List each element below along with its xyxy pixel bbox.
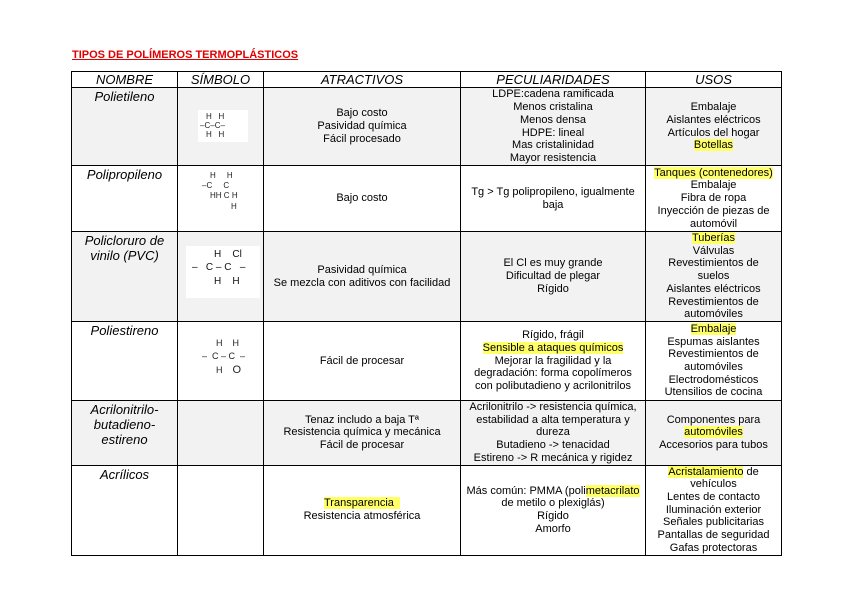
text-line: Embalaje — [690, 101, 737, 114]
text-line: Pasividad química — [317, 263, 407, 276]
text-line: Mejorar la fragilidad y la — [494, 354, 612, 367]
table-row — [72, 322, 782, 401]
text-line: Iluminación exterior — [665, 503, 762, 516]
peculiaridades-cell — [461, 232, 646, 322]
header-atractivos: ATRACTIVOS — [264, 72, 461, 88]
peculiaridades-cell — [461, 322, 646, 401]
row-name — [72, 401, 178, 466]
atractivos-cell — [264, 166, 461, 232]
text-line: Estireno -> R mecánica y rigidez — [473, 451, 633, 464]
text-line: Revestimientos de — [668, 348, 759, 361]
text-line: Pasividad química — [317, 120, 407, 133]
name-line: estireno — [101, 432, 148, 447]
header-nombre: NOMBRE — [72, 72, 178, 88]
name-line: butadieno- — [93, 417, 156, 432]
text-line: suelos — [697, 270, 730, 283]
usos-cell — [646, 322, 782, 401]
text-line: Fácil de procesar — [319, 439, 405, 452]
text-line: Mas cristalinidad — [512, 139, 594, 152]
text-line: Menos cristalina — [513, 101, 593, 114]
text-line: con polibutadieno y acrilonitrilos — [475, 380, 631, 393]
name-line: vinilo (PVC) — [90, 248, 159, 263]
text-line: Bajo costo — [336, 107, 388, 120]
header-usos: USOS — [646, 72, 782, 88]
symbol-cell — [178, 465, 264, 555]
text-line: Mayor resistencia — [509, 151, 597, 164]
text-line: Tenaz includo a baja Tª — [305, 413, 419, 426]
text-line: Tg > Tg polipropileno, igualmente — [471, 185, 635, 198]
text-line: Amorfo — [535, 522, 571, 535]
polymers-table — [71, 71, 782, 556]
symbol-cell: H H –C C HH C H H — [178, 166, 264, 232]
text-line: Señales publicitarias — [663, 516, 764, 529]
text-line: vehículos — [690, 478, 737, 491]
usos-cell — [646, 465, 782, 555]
text-line: Fácil procesado — [323, 132, 401, 145]
name-line: Policloruro de — [84, 233, 165, 248]
text-line: dureza — [536, 426, 570, 439]
text-line: automóviles — [684, 361, 743, 373]
table-row — [72, 465, 782, 555]
highlighted-text: Tuberías — [691, 232, 735, 245]
text-line: Pantallas de seguridad — [657, 529, 770, 542]
text-line: Acrilonitrilo -> resistencia química, — [469, 401, 637, 413]
text-line: baja — [542, 198, 564, 211]
text-line: Electrodomésticos — [668, 373, 759, 386]
text-line: El Cl es muy grande — [503, 257, 603, 270]
text-line: Accesorios para tubos — [659, 439, 768, 452]
usos-cell — [646, 88, 782, 166]
text-line: Revestimientos de — [668, 295, 759, 308]
text-line: Resistencia química y mecánica — [283, 426, 441, 439]
text-line: Bajo costo — [336, 192, 388, 205]
text-line: Revestimientos de — [668, 257, 759, 270]
usos-cell — [646, 166, 782, 232]
text-line: Lentes de contacto — [667, 490, 760, 503]
highlighted-text: Sensible a ataques químicos — [482, 341, 624, 354]
text-line: Aislantes eléctricos — [666, 282, 761, 295]
highlighted-text: Transparencia — [323, 497, 394, 510]
text-line: Fácil de procesar — [319, 354, 405, 367]
text-line: Fibra de ropa — [680, 192, 747, 205]
highlighted-text: automóviles — [684, 426, 743, 439]
symbol-cell: H H – C – C – H O — [178, 322, 264, 401]
text-line: degradación: forma copolímeros — [474, 367, 632, 380]
atractivos-cell — [264, 88, 461, 166]
text-line: Rígido — [537, 282, 569, 295]
table-row — [72, 401, 782, 466]
peculiaridades-cell — [461, 401, 646, 466]
text-line: Menos densa — [519, 113, 587, 126]
text-line: Válvulas — [692, 244, 735, 257]
text-line: Espumas aislantes — [667, 335, 760, 348]
highlighted-text: Embalaje — [690, 322, 737, 335]
atractivos-cell — [264, 322, 461, 401]
text-line: Embalaje — [690, 179, 737, 192]
atractivos-cell — [264, 401, 461, 466]
text-line: Componentes para — [666, 413, 761, 426]
text-line: de — [743, 465, 759, 478]
text-line: automóviles — [684, 308, 743, 321]
text-line: Resistencia atmosférica — [303, 510, 421, 523]
row-name: Acrílicos — [72, 465, 178, 555]
text-line: Se mezcla con aditivos con facilidad — [273, 276, 451, 289]
usos-cell — [646, 232, 782, 322]
row-name: Poliestireno — [72, 322, 178, 401]
text-line: estabilidad a alta temperatura y — [476, 413, 630, 426]
peculiaridades-cell — [461, 465, 646, 555]
name-line: Acrilonitrilo- — [90, 402, 159, 417]
highlighted-text: Acristalamiento — [668, 465, 744, 478]
symbol-cell: H Cl – C – C – H H — [178, 232, 264, 322]
usos-cell — [646, 401, 782, 466]
peculiaridades-cell — [461, 166, 646, 232]
page-title: TIPOS DE POLÍMEROS TERMOPLÁSTICOS — [72, 49, 299, 61]
highlighted-text: metacrilato — [585, 484, 640, 497]
text-line: Utensilios de cocina — [664, 386, 763, 399]
row-name: Polipropileno — [72, 166, 178, 232]
highlighted-text: Botellas — [693, 139, 734, 152]
text-line: Rígido, frágil — [522, 329, 584, 342]
atractivos-cell — [264, 232, 461, 322]
text-line: Rígido — [537, 510, 569, 523]
header-peculiaridades: PECULIARIDADES — [461, 72, 646, 88]
text-line: HDPE: lineal — [521, 126, 585, 139]
header-simbolo: SÍMBOLO — [178, 72, 264, 88]
symbol-cell — [178, 401, 264, 466]
text-line: Dificultad de plegar — [505, 270, 601, 283]
symbol-cell: H H –C–C– H H — [178, 88, 264, 166]
atractivos-cell — [264, 465, 461, 555]
table-row — [72, 232, 782, 322]
row-name: Polietileno — [72, 88, 178, 166]
text-line: Butadieno -> tenacidad — [496, 439, 610, 452]
table-row — [72, 166, 782, 232]
row-name — [72, 232, 178, 322]
text-line: automóvil — [689, 217, 738, 230]
text-line: de metilo o plexiglás) — [501, 497, 605, 510]
highlighted-text: Tanques (contenedores) — [654, 166, 773, 179]
text-line: Gafas protectoras — [669, 541, 758, 554]
text-line: Artículos del hogar — [667, 126, 760, 139]
text-line: Inyección de piezas de — [657, 204, 770, 217]
text-line: LDPE:cadena ramificada — [492, 88, 614, 101]
text-line: Más común: PMMA (poli — [466, 484, 586, 497]
peculiaridades-cell — [461, 88, 646, 166]
text-line: Aislantes eléctricos — [666, 113, 761, 126]
table-row — [72, 88, 782, 166]
header-row — [72, 72, 782, 88]
